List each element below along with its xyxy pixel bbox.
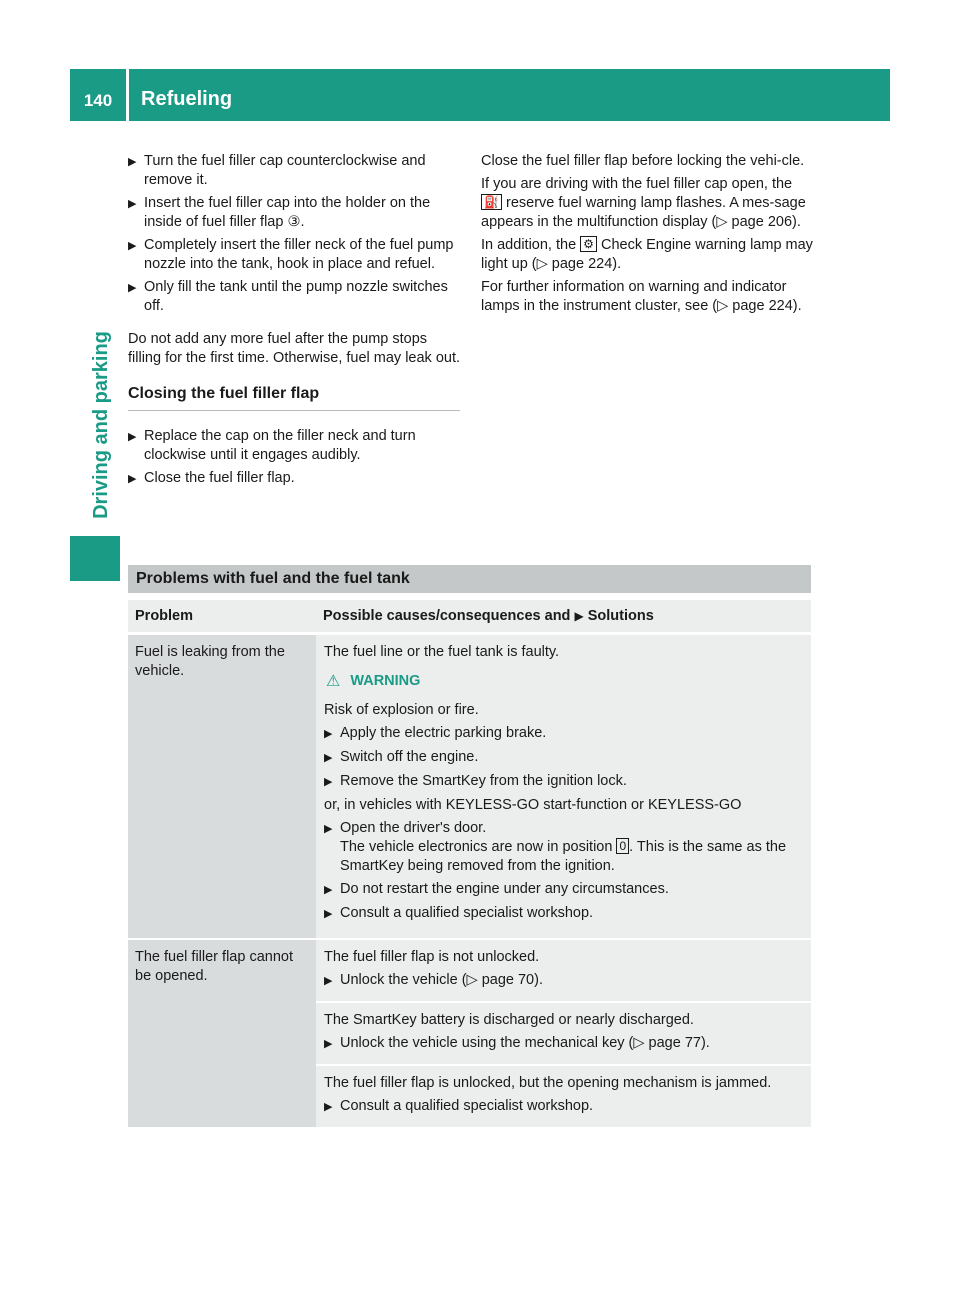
- step-text: Remove the SmartKey from the ignition lock.: [340, 773, 627, 789]
- header-divider: [126, 69, 129, 121]
- solution-block: [316, 635, 811, 938]
- step: [324, 748, 804, 768]
- step-text: Apply the electric parking brake.: [340, 725, 547, 741]
- step-text: Switch off the engine.: [340, 749, 479, 765]
- arrow-icon: ▶: [128, 473, 137, 485]
- step-text: Unlock the vehicle (▷ page 70).: [340, 972, 543, 988]
- step: [128, 194, 460, 232]
- solution-cell: [316, 635, 811, 938]
- right-column: [481, 152, 813, 320]
- warning-triangle-icon: ⚠: [326, 673, 341, 690]
- page-number: 140: [83, 91, 113, 110]
- step: [324, 819, 804, 876]
- step-text: Unlock the vehicle using the mechanical key (▷ page 77).: [340, 1035, 710, 1051]
- header-solutions-text: Solutions: [587, 608, 654, 624]
- side-tab: [70, 536, 120, 581]
- solution-block: [316, 1066, 811, 1127]
- paragraph-text: If you are driving with the fuel filler cap open, the: [481, 176, 793, 192]
- step-text: Only fill the tank until the pump nozzle switches off.: [144, 279, 448, 314]
- step-text: Consult a qualified specialist workshop.: [340, 1098, 594, 1114]
- step: [324, 724, 804, 744]
- side-label: [86, 310, 116, 540]
- door-step-text: Open the driver's door.: [340, 820, 487, 836]
- step-text: Consult a qualified specialist workshop.: [340, 905, 594, 921]
- note-paragraph: Do not add any more fuel after the pump stops filling for the first time. Otherwise, fuel may leak out.: [128, 331, 461, 366]
- cause-text: The fuel line or the fuel tank is faulty.: [324, 644, 560, 660]
- step: [324, 1097, 804, 1117]
- header-solutions-text: Possible causes/consequences and: [323, 608, 571, 624]
- step-text: Do not restart the engine under any circumstances.: [340, 881, 669, 897]
- arrow-icon: ▶: [324, 776, 333, 788]
- warning-text: WARNING: [350, 673, 421, 689]
- arrow-icon: ▶: [324, 908, 333, 920]
- solution-block: [316, 1003, 811, 1066]
- solution-block: [316, 940, 811, 1003]
- key-position-0-icon: 0: [616, 838, 629, 854]
- step-text: Completely insert the filler neck of the fuel pump nozzle into the tank, hook in place and refuel.: [144, 237, 454, 272]
- step: [128, 427, 460, 465]
- paragraph-text: In addition, the: [481, 237, 577, 253]
- subheading-closing-flap: Closing the fuel filler flap: [128, 384, 460, 411]
- paragraph: [481, 175, 813, 232]
- step: [128, 236, 460, 274]
- arrow-icon: ▶: [324, 752, 333, 764]
- step: [128, 152, 460, 190]
- side-label-text: Driving and parking: [90, 331, 112, 519]
- solution-cell: [316, 940, 811, 1127]
- arrow-icon: ▶: [128, 156, 137, 168]
- arrow-icon: ▶: [574, 609, 584, 623]
- fuel-pump-icon: ⛽: [481, 194, 502, 210]
- step-text: Insert the fuel filler cap into the holder on the inside of fuel filler flap ③.: [144, 195, 431, 230]
- arrow-icon: ▶: [128, 431, 137, 443]
- header-solutions: [316, 600, 811, 632]
- paragraph: Close the fuel filler flap before locking the vehi-cle.: [481, 153, 805, 169]
- table-row: [128, 938, 811, 1127]
- table-header: [128, 600, 811, 633]
- arrow-icon: ▶: [324, 1101, 333, 1113]
- problems-table: [128, 600, 811, 1127]
- paragraph: For further information on warning and indicator lamps in the instrument cluster, see (▷ page 224).: [481, 279, 802, 314]
- paragraph-text: reserve fuel warning lamp flashes. A mes-sage appears in the multifunction display (▷ page 206).: [481, 195, 806, 230]
- arrow-icon: ▶: [324, 975, 333, 987]
- warning-label: [326, 672, 804, 691]
- step: [324, 880, 804, 900]
- or-text: or, in vehicles with KEYLESS-GO start-function or KEYLESS-GO: [324, 797, 742, 813]
- step-text: Close the fuel filler flap.: [144, 470, 295, 486]
- step: [324, 971, 804, 991]
- arrow-icon: ▶: [324, 823, 333, 835]
- arrow-icon: ▶: [324, 1038, 333, 1050]
- door-detail-text: . This is the same as the SmartKey being removed from the ignition.: [340, 839, 787, 874]
- left-column: [128, 152, 460, 493]
- step: [128, 278, 460, 316]
- arrow-icon: ▶: [128, 282, 137, 294]
- paragraph: [481, 236, 813, 274]
- step-text: [340, 819, 804, 876]
- arrow-icon: ▶: [128, 240, 137, 252]
- step: [324, 904, 804, 924]
- cause-text: The SmartKey battery is discharged or nearly discharged.: [324, 1012, 694, 1028]
- arrow-icon: ▶: [128, 198, 137, 210]
- step: [324, 1034, 804, 1054]
- arrow-icon: ▶: [324, 884, 333, 896]
- cause-text: The fuel filler flap is not unlocked.: [324, 949, 540, 965]
- problem-cell: The fuel filler flap cannot be opened.: [128, 940, 316, 1127]
- header-problem: Problem: [135, 608, 194, 624]
- paragraph-text: Check Engine warning lamp may light up (▷ page 224).: [481, 237, 813, 272]
- table-title: Problems with fuel and the fuel tank: [128, 565, 811, 593]
- step: [128, 469, 460, 489]
- engine-icon: ⚙: [580, 236, 597, 252]
- table-row: [128, 633, 811, 938]
- section-title: Refueling: [141, 88, 233, 110]
- problem-cell: Fuel is leaking from the vehicle.: [128, 635, 316, 938]
- step-text: Turn the fuel filler cap counterclockwise and remove it.: [144, 153, 426, 188]
- step: [324, 772, 804, 792]
- cause-text: The fuel filler flap is unlocked, but the opening mechanism is jammed.: [324, 1075, 772, 1091]
- arrow-icon: ▶: [324, 728, 333, 740]
- step-text: Replace the cap on the filler neck and turn clockwise until it engages audibly.: [144, 428, 416, 463]
- door-detail-text: The vehicle electronics are now in position: [340, 839, 613, 855]
- risk-text: Risk of explosion or fire.: [324, 702, 479, 718]
